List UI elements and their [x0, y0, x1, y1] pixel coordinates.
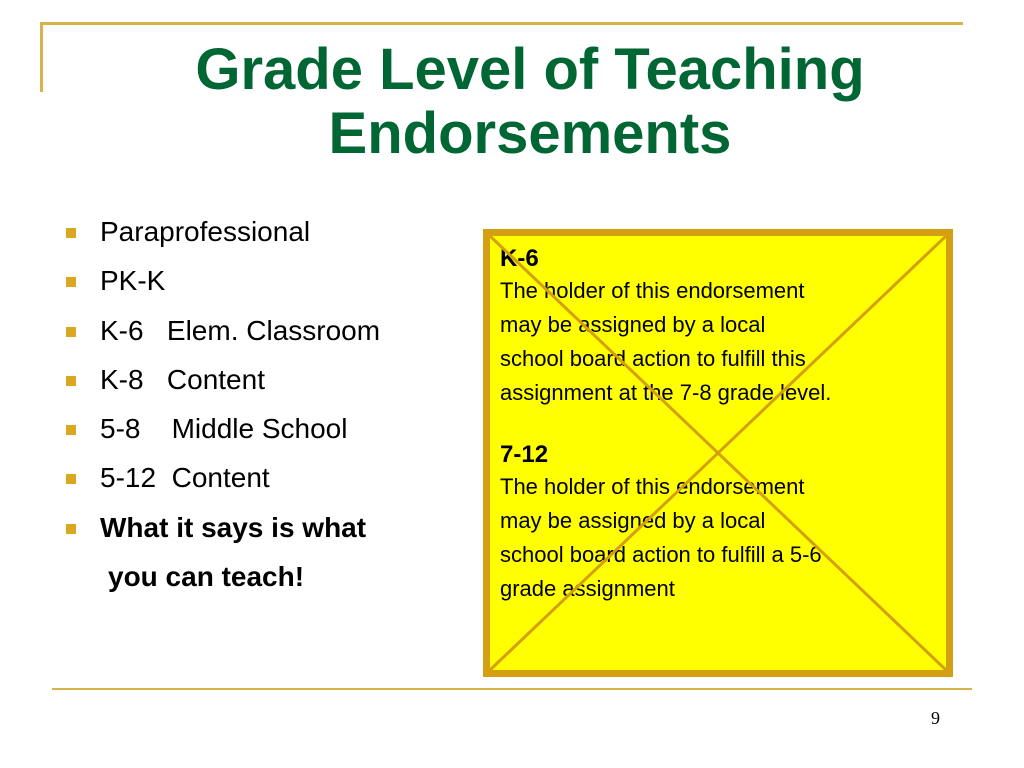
bullet-item — [60, 407, 480, 456]
crossed-out-note-box — [483, 229, 953, 677]
bullet-item — [60, 210, 480, 259]
square-bullet-icon — [66, 425, 76, 435]
bullet-item — [60, 506, 480, 555]
slide-title-line-2: Endorsements — [328, 101, 732, 166]
bullet-text: 5-12 Content — [100, 462, 270, 494]
top-frame-rule — [40, 22, 963, 25]
bullet-text: Paraprofessional — [100, 216, 311, 247]
square-bullet-icon — [66, 474, 76, 484]
bullet-item — [60, 259, 480, 308]
bottom-rule — [52, 688, 972, 690]
note-heading-7-12: 7-12 — [500, 441, 549, 468]
bullet-continuation: you can teach! — [108, 561, 305, 593]
square-bullet-icon — [66, 228, 76, 238]
note-body-7-12: The holder of this endorsement may be assigned by a local school board action to fulfill a 5-6 grade assignment — [500, 474, 822, 601]
bullet-text: K-6 Elem. Classroom — [100, 314, 381, 346]
bullet-text: What it says is what — [100, 511, 367, 543]
bullet-item — [60, 309, 480, 358]
square-bullet-icon — [66, 524, 76, 534]
bullet-text: 5-8 Middle School — [100, 413, 348, 445]
bullet-item — [60, 456, 480, 505]
left-frame-rule — [40, 22, 43, 92]
bullet-list — [60, 210, 480, 604]
slide-title-line-1: Grade Level of Teaching — [195, 37, 865, 102]
bullet-text: K-8 Content — [100, 363, 265, 395]
bullet-text: PK-K — [100, 265, 166, 297]
square-bullet-icon — [66, 277, 76, 287]
page-number: 9 — [931, 708, 940, 728]
cross-out-x-icon — [490, 236, 946, 670]
note-body-k6: The holder of this endorsement may be assigned by a local school board action to fulfill this assignment at the 7-8 grade level. — [500, 278, 832, 405]
bullet-item — [60, 358, 480, 407]
square-bullet-icon — [66, 376, 76, 386]
slide-title — [90, 38, 970, 166]
note-heading-k6: K-6 — [500, 245, 539, 272]
square-bullet-icon — [66, 327, 76, 337]
